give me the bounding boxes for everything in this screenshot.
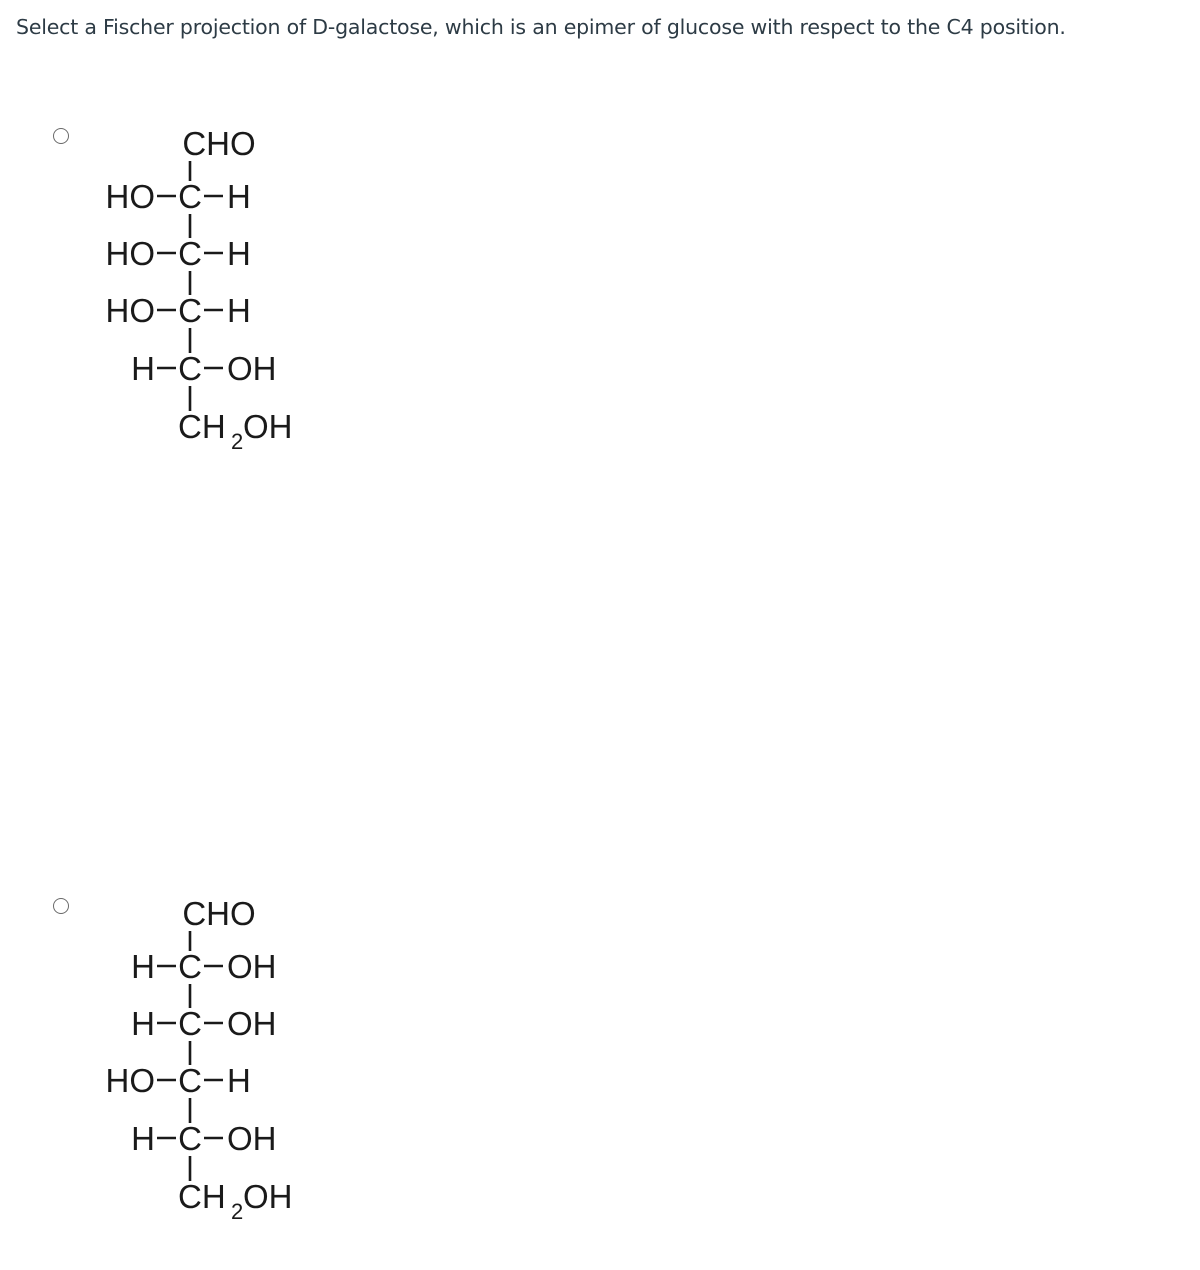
right-substituent: H bbox=[227, 235, 251, 272]
carbon-atom: C bbox=[178, 292, 202, 329]
left-substituent: H bbox=[131, 1120, 155, 1157]
hydroxyl-group: OH bbox=[243, 408, 293, 445]
left-substituent: HO bbox=[105, 292, 155, 329]
left-substituent: H bbox=[131, 948, 155, 985]
carbon-atom: C bbox=[178, 178, 202, 215]
left-substituent: HO bbox=[105, 178, 155, 215]
carbon-atom: C bbox=[178, 948, 202, 985]
carbon-atom: C bbox=[178, 1062, 202, 1099]
right-substituent: OH bbox=[227, 948, 277, 985]
right-substituent: H bbox=[227, 178, 251, 215]
aldehyde-group: CHO bbox=[182, 125, 256, 162]
subscript-2: 2 bbox=[231, 1199, 244, 1224]
right-substituent: OH bbox=[227, 1005, 277, 1042]
left-substituent: H bbox=[131, 1005, 155, 1042]
subscript-2: 2 bbox=[231, 429, 244, 454]
carbon-atom: C bbox=[178, 235, 202, 272]
right-substituent: OH bbox=[227, 1120, 277, 1157]
fischer-projection bbox=[0, 770, 600, 1270]
carbon-atom: C bbox=[178, 1005, 202, 1042]
right-substituent: H bbox=[227, 1062, 251, 1099]
answer-option-2[interactable] bbox=[0, 385, 600, 1224]
left-substituent: HO bbox=[105, 1062, 155, 1099]
carbon-atom: C bbox=[178, 350, 202, 387]
left-substituent: H bbox=[131, 350, 155, 387]
left-substituent: HO bbox=[105, 235, 155, 272]
hydroxyl-group: OH bbox=[243, 1178, 293, 1215]
aldehyde-group: CHO bbox=[182, 895, 256, 932]
ch2-group: CH bbox=[178, 1178, 226, 1215]
carbon-atom: C bbox=[178, 1120, 202, 1157]
answer-option-1[interactable] bbox=[0, 0, 600, 454]
right-substituent: H bbox=[227, 292, 251, 329]
right-substituent: OH bbox=[227, 350, 277, 387]
question-text: Select a Fischer projection of D-galactose, which is an epimer of glucose with respect to the C4 position. bbox=[16, 15, 1066, 39]
ch2-group: CH bbox=[178, 408, 226, 445]
